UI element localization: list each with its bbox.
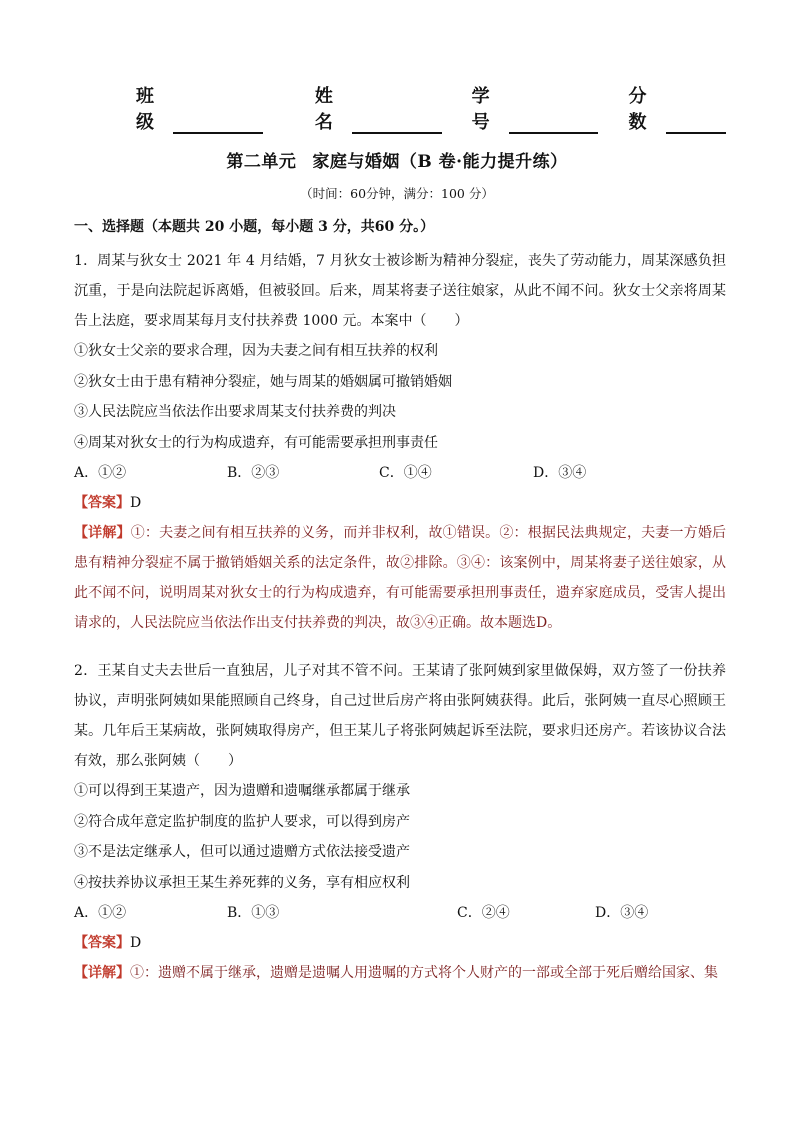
class-blank[interactable] xyxy=(173,112,263,134)
choice-b[interactable]: B．②③ xyxy=(227,465,280,481)
statement-option: ②狄女士由于患有精神分裂症，她与周某的婚姻属可撤销婚姻 xyxy=(74,373,452,390)
answer-choices xyxy=(74,458,726,488)
choice-d[interactable]: D．③④ xyxy=(595,905,649,921)
statement-option: ③不是法定继承人，但可以通过遗赠方式依法接受遗产 xyxy=(74,844,410,860)
class-label: 班级 xyxy=(136,86,154,133)
statement-option: ①可以得到王某遗产，因为遗赠和遗嘱继承都属于继承 xyxy=(74,783,410,799)
statement-option: ①狄女士父亲的要求合理，因为夫妻之间有相互扶养的权利 xyxy=(74,343,438,359)
student-id-label: 学号 xyxy=(471,86,490,133)
name-label: 姓名 xyxy=(314,86,333,133)
exam-time-info: （时间：60分钟，满分：100 分） xyxy=(300,186,494,201)
class-field xyxy=(136,82,263,134)
detail-label: 【详解】 xyxy=(74,525,131,541)
question-1 xyxy=(74,246,726,638)
name-field xyxy=(315,82,442,134)
student-info-line xyxy=(136,86,726,134)
score-field xyxy=(628,82,726,134)
answer-value: D xyxy=(130,495,142,511)
answer-label: 【答案】 xyxy=(74,935,130,951)
section-heading: 一、选择题（本题共 20 小题，每小题 3 分，共60 分。） xyxy=(74,219,435,235)
detail-explanation xyxy=(74,518,726,638)
question-2 xyxy=(74,656,726,988)
statement-option: ④按扶养协议承担王某生养死葬的义务，享有相应权利 xyxy=(74,874,410,891)
answer-line xyxy=(74,928,726,958)
statement-option: ④周某对狄女士的行为构成遗弃，有可能需要承担刑事责任 xyxy=(74,434,438,451)
answer-value: D xyxy=(130,935,142,951)
score-label: 分数 xyxy=(628,86,647,133)
answer-label: 【答案】 xyxy=(74,495,130,511)
choice-b[interactable]: B．①③ xyxy=(227,905,280,921)
answer-choices xyxy=(74,898,726,928)
student-id-field xyxy=(472,82,599,134)
question-stem: 1．周某与狄女士 2021 年 4 月结婚，7 月狄女士被诊断为精神分裂症，丧失了劳动能力，周某深感负担沉重，于是向法院起诉离婚，但被驳回。后来，周某将妻子送往娘家，从此不闻不问。狄女士父亲将周某告上法庭，要求周某每月支付扶养费 1000 元。本案中（ ） xyxy=(74,253,726,329)
choice-a[interactable]: A．①② xyxy=(74,905,127,921)
choice-c[interactable]: C．②④ xyxy=(457,905,510,921)
detail-text: ①：遗赠不属于继承，遗赠是遗嘱人用遗嘱的方式将个人财产的一部或全部于死后赠给国家、集 xyxy=(130,965,718,981)
question-stem: 2．王某自丈夫去世后一直独居，儿子对其不管不问。王某请了张阿姨到家里做保姆，双方签了一份扶养协议，声明张阿姨如果能照顾自己终身，自己过世后房产将由张阿姨获得。此后，张阿姨一直尽心照顾王某。几年后王某病故，张阿姨取得房产，但王某儿子将张阿姨起诉至法院，要求归还房产。若该协议合法有效，那么张阿姨（ ） xyxy=(74,663,726,769)
choice-c[interactable]: C．①④ xyxy=(379,465,432,481)
answer-line xyxy=(74,488,726,518)
statement-option: ③人民法院应当依法作出要求周某支付扶养费的判决 xyxy=(74,404,396,420)
detail-text: ①：夫妻之间有相互扶养的义务，而并非权利，故①错误。②：根据民法典规定，夫妻一方婚后患有精神分裂症不属于撤销婚姻关系的法定条件，故②排除。③④：该案例中，周某将妻子送往娘家，从此不闻不问，说明周某对狄女士的行为构成遗弃，有可能需要承担刑事责任，遗弃家庭成员，受害人提出请求的，人民法院应当依法作出支付扶养费的判决，故③④正确。故本题选D。 xyxy=(74,525,727,631)
name-blank[interactable] xyxy=(352,112,442,134)
detail-label: 【详解】 xyxy=(74,965,130,981)
score-blank[interactable] xyxy=(666,112,726,134)
choice-a[interactable]: A．①② xyxy=(74,465,127,481)
choice-d[interactable]: D．③④ xyxy=(533,465,587,481)
statement-option: ②符合成年意定监护制度的监护人要求，可以得到房产 xyxy=(74,813,410,830)
page-title xyxy=(0,147,794,172)
detail-explanation xyxy=(74,958,726,988)
title-topic: 家庭与婚姻（B 卷·能力提升练） xyxy=(312,152,568,172)
title-unit: 第二单元 xyxy=(226,152,297,172)
student-id-blank[interactable] xyxy=(509,112,599,134)
